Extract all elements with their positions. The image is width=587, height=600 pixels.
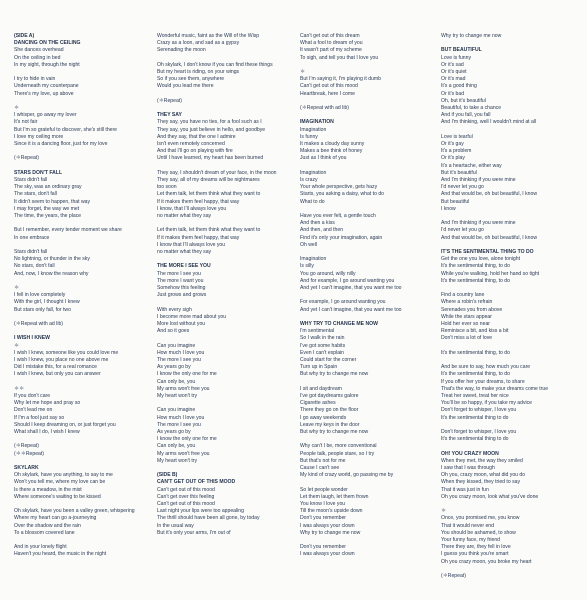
lyric-line: And, now, I know the reason why bbox=[14, 270, 89, 277]
song-title: STARS DON'T FALL bbox=[14, 169, 63, 176]
lyric-line: Is crazy bbox=[300, 177, 318, 183]
lyric-line: Or it's sad bbox=[441, 61, 464, 68]
lyric-line: It makes a cloudy day sunny bbox=[300, 141, 365, 147]
lyric-line: The sky, was an ordinary gray bbox=[14, 184, 82, 191]
lyric-line: Serenades you from above bbox=[441, 306, 503, 313]
lyric-line: It's the sentimental thing, to do bbox=[441, 277, 510, 284]
lyric-line: You go around, willy nilly bbox=[300, 270, 356, 277]
lyric-line: Let them talk, let them think what they want to bbox=[157, 227, 261, 234]
lyric-line: (＊Repeat with ad lib) bbox=[300, 105, 349, 111]
lyric-line: I'd never let you go bbox=[441, 184, 484, 191]
lyric-line: Imagination bbox=[300, 169, 327, 176]
lyric-line: It's a good thing bbox=[441, 83, 477, 90]
blank-line bbox=[300, 62, 432, 69]
lyric-line: And that would be, oh but beautiful, I know bbox=[441, 191, 537, 198]
lyric-line: Don't forget to whisper, I love you bbox=[441, 429, 517, 436]
lyric-line: Where a robin's refrain bbox=[441, 299, 493, 306]
lyric-line: No lightning, or thunder in the sky bbox=[14, 256, 90, 263]
lyric-line: If you don't care bbox=[14, 393, 51, 399]
lyric-line: It's a problem bbox=[441, 148, 472, 155]
lyric-line: But I'm saying it, I'm playing it dumb bbox=[300, 76, 381, 83]
blank-line bbox=[300, 249, 432, 256]
lyric-line: Did I mistake this, for a real romance bbox=[14, 364, 97, 371]
lyric-line: I may forget, the way we met bbox=[14, 205, 80, 212]
lyric-line: They say, I shouldn't dream of your face, in the moon bbox=[157, 169, 277, 176]
lyric-line: Oh you, crazy moon, what did you do bbox=[441, 472, 526, 479]
lyric-line: I know the only one for me bbox=[157, 436, 217, 443]
lyric-line: The more I see you bbox=[157, 357, 201, 364]
blank-line bbox=[441, 443, 573, 450]
lyric-line: Can you imagine bbox=[157, 407, 196, 414]
lyric-line: ＊ bbox=[300, 69, 306, 75]
lyric-line: For example, I go around wanting you bbox=[300, 299, 386, 306]
lyric-line: (＊Repeat) bbox=[441, 573, 466, 580]
lyric-line: That it was just in fun bbox=[441, 486, 489, 493]
lyric-line: And in your lonely flight bbox=[14, 544, 67, 551]
lyric-line: Find it's only your imagination, again bbox=[300, 234, 383, 241]
lyric-line: If it makes them feel happy, that way bbox=[157, 234, 240, 241]
lyric-line: I know that I'll always love you bbox=[157, 241, 226, 248]
blank-line bbox=[441, 422, 573, 429]
lyric-line: I wish I knew, but only you can answer bbox=[14, 371, 101, 378]
lyric-line: As years go by bbox=[157, 364, 191, 371]
lyric-line: Stars didn't fall bbox=[14, 177, 48, 183]
lyric-line: It wasn't part of my scheme bbox=[300, 47, 362, 54]
lyric-line: With every sigh bbox=[157, 306, 192, 313]
lyric-line: Beautiful, to take a chance bbox=[441, 105, 502, 112]
blank-line bbox=[14, 69, 146, 76]
blank-line bbox=[300, 163, 432, 170]
lyric-line: It's not fair bbox=[14, 119, 38, 126]
lyric-line: I saw that I was through bbox=[441, 465, 495, 472]
lyric-line: Oh you crazy moon, look what you've done bbox=[441, 493, 539, 500]
lyric-line: Underneath my counterpane bbox=[14, 83, 79, 90]
lyric-line: The more I see you bbox=[157, 270, 201, 277]
lyric-line: Oh skylark, have you anything, to say to me bbox=[14, 472, 113, 479]
lyric-line: No stars, don't fall bbox=[14, 263, 55, 270]
song-title: DANCING ON THE CEILING bbox=[14, 40, 81, 47]
lyric-line: I know bbox=[441, 205, 456, 212]
lyric-line: Stars didn't fall bbox=[14, 249, 48, 255]
blank-line bbox=[300, 479, 432, 486]
lyric-line: They say, you have no ties, for a fool such as I bbox=[157, 119, 262, 126]
lyric-line: It's the sentimental thing, to do bbox=[441, 263, 510, 270]
lyric-line: But that's not for me bbox=[300, 457, 346, 464]
blank-line bbox=[14, 242, 146, 249]
lyric-line: And yet I can't imagine, that you want me too bbox=[300, 285, 402, 292]
lyric-line: Or it's gay bbox=[441, 141, 464, 148]
lyric-line: Starts, you asking a daisy, what to do bbox=[300, 191, 384, 198]
lyric-line: It didn't seem to happen, that way bbox=[14, 198, 91, 205]
blank-line bbox=[441, 357, 573, 364]
lyric-line: no matter what they say bbox=[157, 213, 212, 220]
blank-line bbox=[14, 458, 146, 465]
lyric-line: Treat her sweet, treat her nice bbox=[441, 393, 509, 400]
lyric-line: In one embrace bbox=[14, 234, 50, 241]
lyric-line: While the stars appear bbox=[441, 313, 492, 320]
lyric-line: ＊ bbox=[14, 105, 20, 111]
song-title: IMAGINATION bbox=[300, 119, 334, 126]
lyric-line: Is there a meadow, in the mist bbox=[14, 486, 82, 493]
blank-line bbox=[300, 98, 432, 105]
side-label: (SIDE B) bbox=[157, 472, 178, 479]
lyric-line: Oh skylark, I don't know if you can find these things bbox=[157, 61, 273, 68]
lyric-line: Don't you remember bbox=[300, 515, 346, 522]
lyric-line: I've got daydreams galore bbox=[300, 393, 359, 400]
blank-line bbox=[14, 537, 146, 544]
blank-line bbox=[441, 343, 573, 350]
lyric-line: I become more mad about you bbox=[157, 313, 227, 320]
lyric-line: Would you lead me there bbox=[157, 83, 214, 90]
blank-line bbox=[441, 566, 573, 573]
lyric-line: Serenading the moon bbox=[157, 47, 206, 54]
lyric-line: Where my heart can go a-journeying bbox=[14, 515, 97, 522]
blank-line bbox=[157, 220, 289, 227]
lyric-line: My arms won't free you bbox=[157, 385, 210, 392]
lyric-line: Cause I can't see bbox=[300, 465, 340, 472]
side-label: (SIDE A) bbox=[14, 33, 35, 39]
lyric-line: Isn't even remotely concerned bbox=[157, 141, 225, 147]
lyric-line: And they say, that the one I admire bbox=[157, 133, 236, 140]
lyric-line: Or it's mad bbox=[441, 76, 466, 83]
lyric-line: Just grows and grows bbox=[157, 292, 207, 299]
lyric-line: If I'm a fool just say so bbox=[14, 414, 65, 421]
lyric-line: Is silly bbox=[300, 263, 314, 270]
lyric-line: Can you imagine bbox=[157, 342, 196, 349]
lyric-line: I'd never let you go bbox=[441, 227, 484, 234]
lyric-line: Why try to change me now bbox=[300, 529, 361, 536]
lyric-line: Why let me hope and pray so bbox=[14, 400, 81, 407]
lyric-line: Why can't I be, more conventional bbox=[300, 443, 377, 450]
lyric-line: Can't get out of this mood bbox=[300, 83, 358, 90]
lyric-line: ＊＊ bbox=[14, 385, 25, 392]
lyric-line: The more I see you bbox=[157, 421, 201, 428]
lyric-line: I guess you think you're smart bbox=[441, 551, 509, 558]
lyric-line: Cigarette ashes bbox=[300, 400, 336, 407]
lyric-line: Why try to change me now bbox=[441, 33, 502, 39]
lyric-line: And then, and then bbox=[300, 227, 344, 234]
lyric-line: How much I love you bbox=[157, 414, 205, 421]
lyric-line: Your whole perspective, gets hazy bbox=[300, 184, 378, 191]
lyric-line: Turn up in Spain bbox=[300, 364, 338, 371]
blank-line bbox=[157, 335, 289, 342]
lyric-line: I whisper, go away my lover bbox=[14, 112, 77, 119]
lyric-line: Over the shadow and the rain bbox=[14, 522, 81, 529]
lyric-line: If you offer her your dreams, to share bbox=[441, 378, 525, 385]
lyric-line: Heartbreak, here I come bbox=[300, 90, 355, 97]
lyric-line: You'll be so happy, if you take my advice bbox=[441, 400, 533, 407]
lyric-line: That it would never end bbox=[441, 522, 494, 529]
lyric-line: Or it's play bbox=[441, 155, 465, 162]
song-title: THEY SAY bbox=[157, 112, 182, 119]
lyric-line: Oh you crazy moon, you broke my heart bbox=[441, 558, 532, 565]
lyric-line: And for example, I go around wanting you bbox=[300, 277, 395, 284]
lyric-line: They say, you just believe in hello, and goodbye bbox=[157, 126, 266, 133]
lyric-line: To sigh, and tell you that I love you bbox=[300, 54, 379, 61]
song-title: BUT BEAUTIFUL bbox=[441, 47, 482, 54]
lyric-line: The stars, don't fall bbox=[14, 191, 57, 198]
lyric-line: Can only be, you bbox=[157, 378, 196, 385]
lyric-line: In the usual way bbox=[157, 522, 194, 529]
lyric-line: But stars only fall, for two bbox=[14, 306, 71, 313]
lyric-line: Imagination bbox=[300, 126, 327, 133]
blank-line bbox=[441, 285, 573, 292]
lyric-line: People talk, people stare, so I try bbox=[300, 450, 375, 457]
blank-line bbox=[441, 127, 573, 134]
blank-line bbox=[300, 537, 432, 544]
lyrics-column-3 bbox=[300, 33, 432, 559]
lyric-line: I was always your clown bbox=[300, 522, 355, 529]
blank-line bbox=[14, 148, 146, 155]
lyric-line: The time, the years, the place bbox=[14, 213, 82, 220]
lyric-line: In my sight, through the night bbox=[14, 61, 80, 68]
blank-line bbox=[300, 379, 432, 386]
lyric-line: You should be ashamed, to show bbox=[441, 529, 516, 536]
blank-line bbox=[157, 256, 289, 263]
lyric-line: (＊Repeat) bbox=[157, 97, 182, 104]
lyric-line: Have you ever felt, a gentle touch bbox=[300, 213, 376, 219]
lyric-line: But it's only your arms, I'm out of bbox=[157, 529, 231, 536]
lyrics-column-2 bbox=[157, 33, 289, 537]
lyric-line: And if you fall, you fall bbox=[441, 112, 491, 119]
lyric-line: Last night your lips were too appealing bbox=[157, 508, 244, 515]
lyric-line: And so it goes bbox=[157, 328, 190, 335]
song-title: IT'S THE SENTIMENTAL THING TO DO bbox=[441, 249, 534, 256]
song-title: OH! YOU CRAZY MOON bbox=[441, 450, 499, 457]
lyric-line: I'm sentimental bbox=[300, 328, 335, 335]
lyric-line: What to do bbox=[300, 198, 325, 205]
lyric-line: And I'm thinking if you were mine bbox=[441, 220, 516, 227]
lyric-line: But it's beautiful bbox=[441, 169, 477, 176]
blank-line bbox=[14, 98, 146, 105]
blank-line bbox=[157, 465, 289, 472]
lyric-line: If it makes them feel happy, that way bbox=[157, 198, 240, 205]
blank-line bbox=[14, 501, 146, 508]
lyric-line: There they are, they fell in love bbox=[441, 544, 511, 551]
lyric-line: There's my love, up above bbox=[14, 90, 74, 97]
lyric-line: When they met, the way they smiled bbox=[441, 457, 523, 464]
lyric-line: Find a country lane bbox=[441, 292, 485, 299]
lyrics-column-4 bbox=[441, 33, 573, 580]
lyric-line: What shall I do, I wish I knew bbox=[14, 429, 80, 436]
lyric-line: That's the way, to make your dreams come true bbox=[441, 385, 549, 392]
lyric-line: On the ceiling in bed bbox=[14, 54, 61, 61]
lyric-line: Love is funny bbox=[441, 54, 472, 61]
lyric-line: Crazy as a loon, and sad as a gypsy bbox=[157, 40, 240, 47]
lyric-line: Could start for the corner bbox=[300, 357, 357, 364]
lyric-line: Get the one you love, alone tonight bbox=[441, 256, 521, 263]
lyric-line: More lost without you bbox=[157, 321, 206, 328]
lyric-line: And be sure to say, how much you care bbox=[441, 364, 531, 371]
lyric-line: I was always your clown bbox=[300, 551, 355, 558]
song-title: CAN'T GET OUT OF THIS MOOD bbox=[157, 479, 236, 486]
lyric-line: Leave my keys in the door bbox=[300, 421, 360, 428]
lyric-line: Don't forget to whisper, I love you bbox=[441, 407, 517, 414]
lyric-line: My heart won't try bbox=[157, 457, 198, 464]
lyric-line: I've got some habits bbox=[300, 342, 346, 349]
lyric-line: My heart won't try bbox=[157, 393, 198, 400]
lyric-line: To a blossom covered lane bbox=[14, 529, 75, 536]
lyric-line: Let them talk, let them think what they want to bbox=[157, 191, 261, 198]
blank-line bbox=[157, 400, 289, 407]
blank-line bbox=[157, 163, 289, 170]
lyric-line: It's the sentimental thing, to do bbox=[441, 349, 510, 356]
lyric-line: (＊Repeat with ad lib) bbox=[14, 321, 63, 327]
lyric-line: Won't you tell me, where my love can be bbox=[14, 479, 106, 486]
lyric-line: You know I love you bbox=[300, 501, 346, 508]
blank-line bbox=[14, 220, 146, 227]
blank-line bbox=[157, 299, 289, 306]
blank-line bbox=[14, 314, 146, 321]
blank-line bbox=[157, 105, 289, 112]
lyric-line: ＊ bbox=[14, 285, 20, 291]
lyric-line: (＊＊Repeat) bbox=[14, 450, 45, 457]
lyric-line: But I remember, every tender moment we share bbox=[14, 227, 122, 234]
lyric-line: It's the sentimental thing, to do bbox=[441, 371, 510, 378]
lyrics-column-1 bbox=[14, 33, 146, 559]
lyric-line: So I walk in the rain bbox=[300, 335, 345, 342]
lyric-line: The more I want you bbox=[157, 277, 204, 284]
lyric-line: I love my ceiling more bbox=[14, 133, 64, 140]
lyric-line: As years go by bbox=[157, 429, 191, 436]
lyric-line: Your funny face, my friend bbox=[441, 537, 500, 544]
lyric-line: (＊Repeat) bbox=[14, 443, 39, 450]
blank-line bbox=[14, 278, 146, 285]
lyric-line: Reminisce a bit, and kiss a bit bbox=[441, 328, 509, 335]
lyric-line: With the girl, I thought I knew bbox=[14, 299, 80, 306]
blank-line bbox=[300, 206, 432, 213]
lyric-line: And then a kiss bbox=[300, 220, 335, 227]
lyric-line: (＊Repeat) bbox=[14, 155, 39, 162]
lyric-line: There they go on the floor bbox=[300, 407, 359, 414]
lyric-line: My kind of crazy world, go passing me by bbox=[300, 472, 394, 479]
lyric-line: Oh, but it's beautiful bbox=[441, 97, 486, 104]
blank-line bbox=[441, 213, 573, 220]
blank-line bbox=[300, 112, 432, 119]
lyric-line: Hold her ever so near bbox=[441, 321, 490, 328]
lyric-line: Is funny bbox=[300, 133, 318, 140]
blank-line bbox=[300, 436, 432, 443]
lyric-line: ＊ bbox=[441, 508, 447, 515]
blank-line bbox=[441, 501, 573, 508]
lyric-line: Don't lead me on bbox=[14, 407, 53, 414]
lyric-line: But my heart is riding, on your wings bbox=[157, 69, 240, 75]
lyric-line: What a fool to dream of you bbox=[300, 40, 363, 47]
lyric-line: Haven't you heard, the music in the night bbox=[14, 551, 107, 558]
lyric-line: Once, you promised me, you know bbox=[441, 515, 520, 522]
lyric-line: So let people wonder bbox=[300, 486, 348, 493]
lyric-line: But why try to change me now bbox=[300, 371, 369, 378]
lyric-line: But why try to change me now bbox=[300, 429, 369, 436]
lyric-line: Can't get over this feeling bbox=[157, 493, 215, 500]
lyric-line: Don't you remember bbox=[300, 544, 346, 551]
lyric-line: It's the sentimental thing to do bbox=[441, 436, 509, 443]
lyric-line: And I'm thinking if you were mine bbox=[441, 177, 516, 184]
lyric-line: I fell in love completely bbox=[14, 292, 66, 299]
lyric-line: My arms won't free you bbox=[157, 450, 210, 457]
lyric-line: Don't miss a lot of love bbox=[441, 335, 493, 342]
lyric-line: no matter what they say bbox=[157, 249, 212, 256]
lyric-line: I wish I knew, someone like you could love me bbox=[14, 349, 119, 356]
lyric-line: Can't get out of this mood bbox=[157, 501, 215, 508]
lyric-line: And that would be, oh but beautiful, I know bbox=[441, 234, 537, 241]
lyric-line: While you're walking, hold her hand so tight bbox=[441, 270, 540, 277]
lyric-line: And yet I can't imagine, that you want me too bbox=[300, 306, 402, 313]
lyric-line: Love is tearful bbox=[441, 133, 473, 140]
lyric-line: How much I love you bbox=[157, 349, 205, 356]
lyric-line: I go away weekends bbox=[300, 414, 347, 421]
lyric-line: Till the moon's upside down bbox=[300, 508, 363, 515]
lyric-line: The thrill should have been all gone, by today bbox=[157, 515, 260, 522]
blank-line bbox=[300, 292, 432, 299]
lyric-line: Oh skylark, have you been a valley green, whispering bbox=[14, 508, 135, 515]
song-title: WHY TRY TO CHANGE ME NOW bbox=[300, 321, 378, 327]
lyric-line: Oh well bbox=[300, 241, 317, 248]
lyric-line: When they kissed, they tried to say bbox=[441, 479, 520, 486]
lyric-line: It's a heartache, either way bbox=[441, 162, 502, 169]
lyric-line: Somehow this feeling bbox=[157, 285, 206, 292]
lyric-line: Makes a bee think of honey bbox=[300, 148, 363, 155]
lyric-line: Or it's quiet bbox=[441, 69, 467, 75]
lyric-line: But beautiful bbox=[441, 198, 470, 205]
blank-line bbox=[157, 91, 289, 98]
lyric-line: Can't get out of this dream bbox=[300, 33, 360, 39]
lyric-line: I try to hide in vain bbox=[14, 76, 56, 83]
lyric-line: Should I keep dreaming on, or just forget you bbox=[14, 421, 116, 428]
lyric-line: But I'm so grateful to discover, she's still there bbox=[14, 126, 118, 133]
lyric-line: She dances overhead bbox=[14, 47, 64, 54]
lyric-line: Where someone's waiting to be kissed bbox=[14, 493, 101, 500]
lyric-line: Can only be, you bbox=[157, 443, 196, 450]
lyric-line: So if you see them, anywhere bbox=[157, 76, 225, 83]
lyric-line: Or it's bad bbox=[441, 90, 465, 97]
song-title: SKYLARK bbox=[14, 465, 39, 471]
lyric-line: They say, all of my dreams will be nightmares bbox=[157, 177, 260, 183]
lyric-line: It's the sentimental thing to do bbox=[441, 414, 509, 421]
lyric-line: I know the only one for me bbox=[157, 371, 217, 378]
lyric-line: Until I have learned, my heart has been burned bbox=[157, 155, 264, 162]
blank-line bbox=[441, 40, 573, 47]
lyric-line: I sit and daydream bbox=[300, 385, 342, 392]
blank-line bbox=[300, 314, 432, 321]
blank-line bbox=[157, 55, 289, 62]
lyric-line: And I'm thinking, well I wouldn't mind at all bbox=[441, 119, 537, 126]
lyric-line: Even I can't explain bbox=[300, 349, 345, 356]
blank-line bbox=[441, 242, 573, 249]
lyric-line: ＊ bbox=[14, 342, 20, 349]
song-title: THE MORE I SEE YOU bbox=[157, 263, 211, 270]
blank-line bbox=[14, 328, 146, 335]
lyric-line: Wonderful music, faint as the Will of the Wisp bbox=[157, 33, 260, 39]
blank-line bbox=[14, 379, 146, 386]
lyric-line: too soon bbox=[157, 184, 177, 191]
lyric-line: Can't get out of this mood bbox=[157, 486, 215, 493]
lyric-line: I know, that I'll always love you bbox=[157, 205, 227, 212]
song-title: I WISH I KNEW bbox=[14, 335, 50, 342]
lyric-line: And that I'll go on playing with fire bbox=[157, 148, 233, 155]
lyric-line: Imagination bbox=[300, 256, 327, 263]
lyric-line: Let them laugh, let them frown bbox=[300, 493, 369, 500]
blank-line bbox=[14, 436, 146, 443]
blank-line bbox=[14, 163, 146, 170]
lyric-line: Just as I think of you bbox=[300, 155, 347, 162]
lyric-line: I wish I knew, you place no one above me bbox=[14, 357, 109, 363]
lyric-line: Since it is a dancing floor, just for my love bbox=[14, 141, 108, 148]
